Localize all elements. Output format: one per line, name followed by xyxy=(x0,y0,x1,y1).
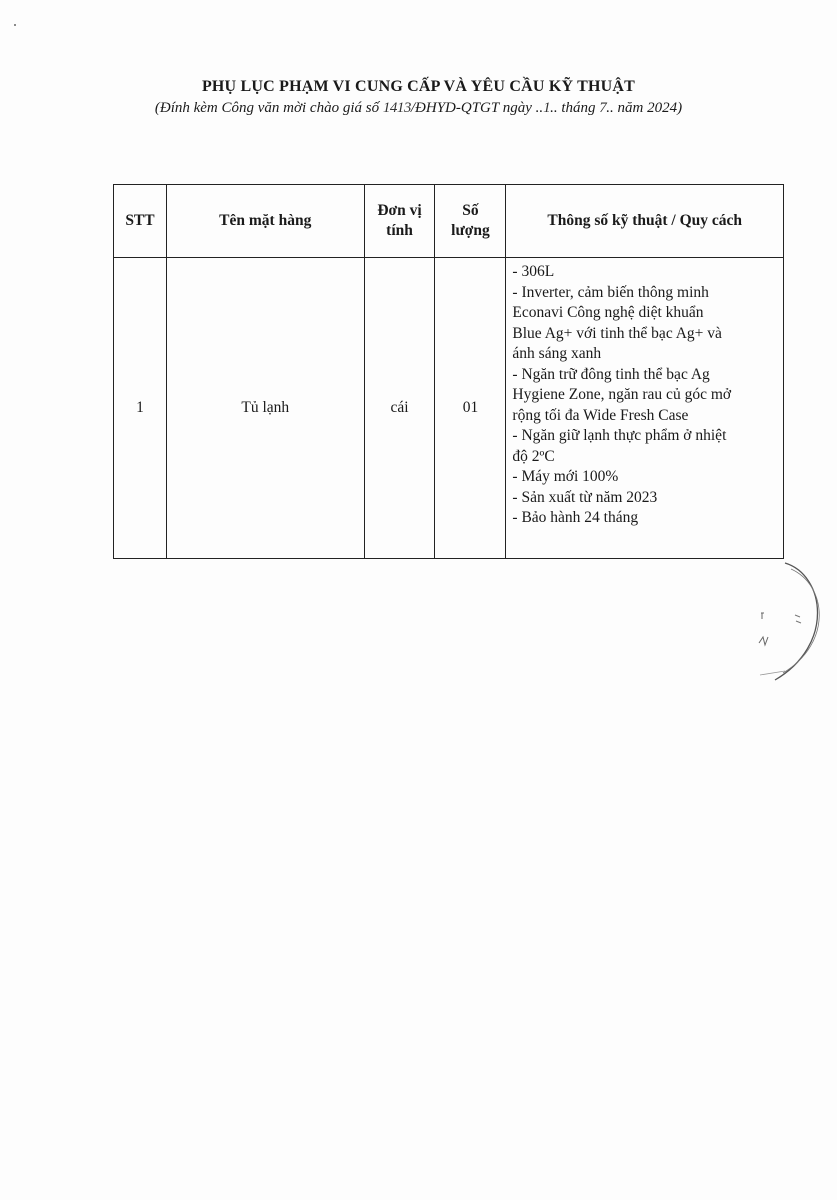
subtitle-middle: /ĐHYD-QTGT ngày .. xyxy=(410,100,544,116)
spec-line: - Ngăn trữ đông tinh thể bạc Ag xyxy=(512,365,710,383)
spec-line: Econavi Công nghệ diệt khuẩn xyxy=(512,304,704,321)
subtitle-prefix: (Đính kèm Công văn mời chào giá số xyxy=(154,100,383,116)
handwritten-day: 1 xyxy=(543,100,551,116)
spec-line: - Sản xuất từ năm 2023 xyxy=(512,488,658,506)
spec-line: - Ngăn giữ lạnh thực phẩm ở nhiệt xyxy=(512,427,727,444)
table-row xyxy=(114,258,784,559)
subtitle-month-prefix: .. tháng xyxy=(550,100,600,116)
spec-line: - Máy mới 100% xyxy=(512,468,619,485)
handwritten-month: 7 xyxy=(599,100,607,116)
header-stt: STT xyxy=(114,185,167,258)
document-title: PHỤ LỤC PHẠM VI CUNG CẤP VÀ YÊU CẦU KỸ THUẬT xyxy=(201,78,636,95)
spec-line: - 306L xyxy=(512,263,555,280)
partial-stamp-icon xyxy=(755,555,837,685)
spec-line: rộng tối đa Wide Fresh Case xyxy=(512,406,689,424)
cell-item-name: Tủ lạnh xyxy=(166,258,364,559)
cell-quantity: 01 xyxy=(435,258,506,559)
handwritten-number: 1413 xyxy=(382,100,411,116)
scan-speck xyxy=(14,24,16,26)
header-specification: Thông số kỹ thuật / Quy cách xyxy=(506,185,784,258)
spec-line: độ 2ºC xyxy=(512,447,555,465)
header-quantity xyxy=(435,185,506,258)
header-item-name: Tên mặt hàng xyxy=(166,185,364,258)
table-header-row xyxy=(114,185,784,258)
spec-line: Blue Ag+ với tinh thể bạc Ag+ và xyxy=(512,324,722,342)
spec-line: - Inverter, cảm biến thông minh xyxy=(512,283,709,301)
header-qty-line1: Số xyxy=(462,202,479,219)
header-qty-line2: lượng xyxy=(451,222,490,239)
cell-stt: 1 xyxy=(114,258,167,559)
cell-specification xyxy=(506,258,784,559)
header-unit xyxy=(364,185,435,258)
spec-line: Hygiene Zone, ngăn rau củ góc mở xyxy=(512,386,732,403)
spec-line: - Bảo hành 24 tháng xyxy=(512,509,639,526)
header-unit-line1: Đơn vị xyxy=(377,202,422,219)
spec-line: ánh sáng xanh xyxy=(512,345,602,362)
header-unit-line2: tính xyxy=(386,222,413,239)
document-subtitle xyxy=(0,100,837,117)
cell-unit: cái xyxy=(364,258,435,559)
specification-table xyxy=(113,184,784,559)
subtitle-suffix: .. năm 2024) xyxy=(606,100,683,116)
